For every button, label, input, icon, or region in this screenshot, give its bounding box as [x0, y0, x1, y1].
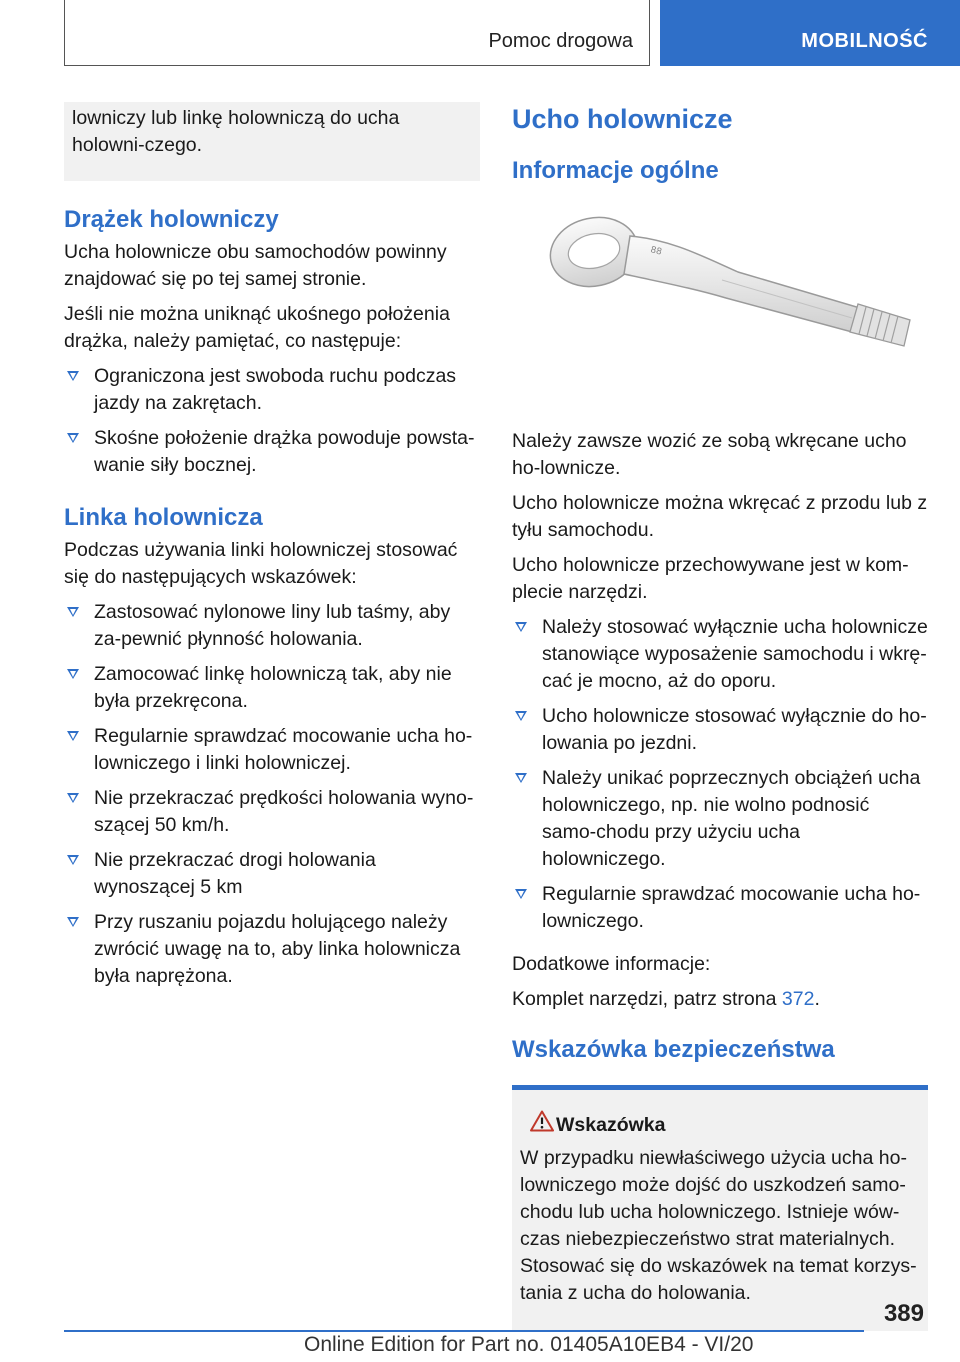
- triangle-bullet-icon: [515, 889, 527, 899]
- warning-text: W przypadku niewłaściwego użycia ucha ho-lowniczego może dojść do uszkodzeń samo-chodu lub ucha holowniczego. Istnieje wów-czas niebezpieczeństwo strat materialnych. Stosować się do wskazówek na temat korzys-tania z ucha do holowania.: [520, 1147, 917, 1304]
- list-item: Regularnie sprawdzać mocowanie ucha ho-lowniczego.: [512, 881, 928, 935]
- list-item: Zamocować linkę holowniczą tak, aby nie była przekręcona.: [64, 661, 480, 715]
- tow-rope-paragraph-1: Podczas używania linki holowniczej stosować się do następujących wskazówek:: [64, 539, 458, 588]
- list-item: Ograniczona jest swoboda ruchu podczas jazdy na zakrętach.: [64, 363, 480, 417]
- triangle-bullet-icon: [515, 711, 527, 721]
- tow-bar-bullet-list: [64, 363, 480, 479]
- general-info-subheading: Informacje ogólne: [512, 157, 719, 184]
- right-column: [512, 102, 928, 1331]
- triangle-bullet-icon: [67, 855, 79, 865]
- towing-eye-paragraph-1: Należy zawsze wozić ze sobą wkręcane ucho ho-lownicze.: [512, 430, 907, 479]
- tow-rope-bullet-list: [64, 599, 480, 990]
- more-info-label: Dodatkowe informacje:: [512, 953, 711, 975]
- list-item: Zastosować nylonowe liny lub taśmy, aby za-pewnić płynność holowania.: [64, 599, 480, 653]
- triangle-bullet-icon: [515, 773, 527, 783]
- towing-eye-paragraph-3: Ucho holownicze przechowywane jest w kom-plecie narzędzi.: [512, 554, 909, 603]
- triangle-bullet-icon: [67, 917, 79, 927]
- header-chapter-label: MOBILNOŚĆ: [801, 30, 928, 52]
- towing-eye-bullet-list: [512, 614, 928, 935]
- tow-bar-paragraph-1: Ucha holownicze obu samochodów powinny znajdować się po tej samej stronie.: [64, 241, 447, 290]
- triangle-bullet-icon: [67, 607, 79, 617]
- towing-eye-heading: Ucho holownicze: [512, 104, 733, 134]
- triangle-bullet-icon: [67, 433, 79, 443]
- list-item: Nie przekraczać prędkości holowania wyno-szącej 50 km/h.: [64, 785, 480, 839]
- footer-edition: Online Edition for Part no. 01405A10EB4 - VI/20: [304, 1333, 754, 1356]
- header-chapter-tab: [660, 0, 960, 66]
- warning-title: Wskazówka: [520, 1112, 920, 1139]
- list-item: Regularnie sprawdzać mocowanie ucha ho-lowniczego i linki holowniczej.: [64, 723, 480, 777]
- tow-bar-paragraph-2: Jeśli nie można uniknąć ukośnego położenia drążka, należy pamiętać, co następuje:: [64, 303, 450, 352]
- triangle-bullet-icon: [67, 669, 79, 679]
- page-link[interactable]: 372: [781, 988, 815, 1010]
- triangle-bullet-icon: [67, 793, 79, 803]
- warning-box: [512, 1085, 928, 1331]
- list-item: Należy stosować wyłącznie ucha holownicze stanowiące wyposażenie samochodu i wkrę-cać je mocno, aż do oporu.: [512, 614, 928, 695]
- list-item: Należy unikać poprzecznych obciążeń ucha holowniczego, np. nie wolno podnosić samo-chodu przy użyciu ucha holowniczego.: [512, 765, 928, 873]
- tow-bar-heading: Drążek holowniczy: [64, 206, 279, 233]
- list-item: Ucho holownicze stosować wyłącznie do ho-lowania po jezdni.: [512, 703, 928, 757]
- list-item: Skośne położenie drążka powoduje powsta-wanie siły bocznej.: [64, 425, 480, 479]
- cross-reference: Komplet narzędzi, patrz strona 372.: [512, 988, 820, 1010]
- footer-divider: [64, 1330, 864, 1332]
- tow-rope-heading: Linka holownicza: [64, 504, 263, 531]
- list-item: Nie przekraczać drogi holowania wynoszącej 5 km: [64, 847, 480, 901]
- triangle-bullet-icon: [515, 622, 527, 632]
- header-section-title: Pomoc drogowa: [488, 30, 633, 52]
- continued-note-text: lowniczy lub linkę holowniczą do ucha holowni-czego.: [72, 107, 400, 156]
- towing-eye-illustration: [512, 196, 928, 386]
- left-column: [64, 102, 480, 998]
- triangle-bullet-icon: [67, 371, 79, 381]
- header-section-box: [64, 0, 650, 66]
- list-item: Przy ruszaniu pojazdu holującego należy zwrócić uwagę na to, aby linka holownicza była naprężona.: [64, 909, 480, 990]
- safety-heading: Wskazówka bezpieczeństwa: [512, 1036, 835, 1063]
- page-number: 389: [883, 1300, 924, 1327]
- warning-triangle-icon: [530, 1110, 554, 1132]
- triangle-bullet-icon: [67, 731, 79, 741]
- towing-eye-paragraph-2: Ucho holownicze można wkręcać z przodu lub z tyłu samochodu.: [512, 492, 928, 541]
- svg-text:88: 88: [649, 245, 663, 258]
- continued-note-box: [64, 102, 480, 181]
